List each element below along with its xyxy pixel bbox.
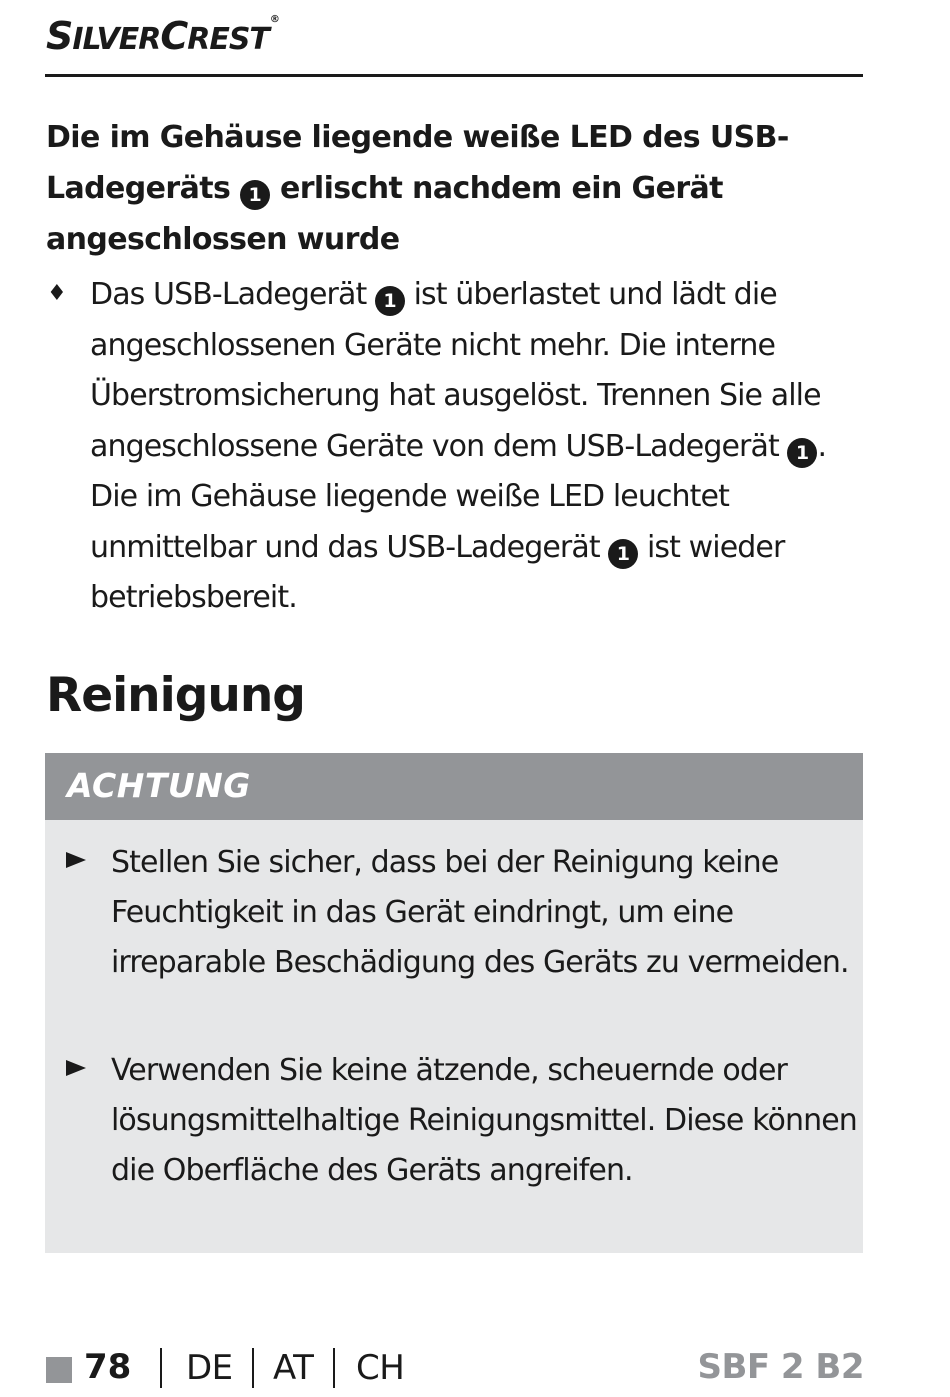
arrow-bullet-icon	[66, 1060, 86, 1076]
diamond-bullet-icon: ♦	[47, 281, 67, 306]
country-code: DE	[186, 1348, 233, 1388]
registered-mark: ®	[269, 14, 279, 25]
page-footer	[46, 1345, 864, 1393]
reference-number-badge: 1	[608, 539, 638, 569]
warning-item-text: Stellen Sie sicher, dass bei der Reinigung keine Feuchtigkeit in das Gerät eindringt, um eine irreparable Beschädigung des Geräts zu vermeiden.	[111, 845, 849, 980]
logo-letters: REST	[187, 22, 269, 57]
logo-letter: C	[160, 14, 188, 58]
body-text: ist überlastet und lädt die angeschlossenen Geräte nicht mehr. Die interne Überstromsicherung hat ausgelöst. Trennen Sie alle angeschlossene Geräte von dem USB-Ladegerät	[90, 277, 821, 464]
logo-letters: ILVER	[72, 22, 161, 57]
reference-number-badge: 1	[240, 180, 270, 210]
reference-number-badge: 1	[787, 438, 817, 468]
reference-number-badge: 1	[375, 286, 405, 316]
footer-divider	[252, 1348, 254, 1388]
warning-label: ACHTUNG	[67, 766, 251, 805]
country-code: AT	[273, 1348, 314, 1388]
model-number: SBF 2 B2	[697, 1347, 864, 1387]
logo-letter: S	[46, 14, 73, 58]
silvercrest-logo	[46, 14, 279, 58]
page-number: 78	[84, 1347, 132, 1387]
footer-divider	[333, 1348, 335, 1388]
warning-item-text: Verwenden Sie keine ätzende, scheuernde oder lösungsmittelhaltige Reinigungsmittel. Diese können die Oberfläche des Geräts angreifen.	[111, 1053, 857, 1188]
troubleshooting-heading	[46, 112, 866, 265]
troubleshooting-text	[90, 270, 870, 624]
body-text: ist wieder betriebsbereit.	[90, 529, 785, 615]
arrow-bullet-icon	[66, 852, 86, 868]
footer-square-icon	[46, 1357, 72, 1383]
heading-text: erlischt nachdem ein Gerät angeschlossen wurde	[46, 171, 723, 257]
warning-header	[45, 753, 863, 820]
body-text: Das USB-Ladegerät	[90, 277, 367, 312]
country-code: CH	[356, 1348, 405, 1388]
section-title: Reinigung	[46, 668, 305, 723]
warning-box	[45, 753, 863, 1253]
header-divider	[45, 74, 863, 77]
heading-text: Die im Gehäuse liegende weiße LED des USB-Ladegeräts	[46, 120, 789, 206]
footer-divider	[160, 1348, 162, 1388]
body-text: . Die im Gehäuse liegende weiße LED leuchtet unmittelbar und das USB-Ladegerät	[90, 428, 827, 565]
